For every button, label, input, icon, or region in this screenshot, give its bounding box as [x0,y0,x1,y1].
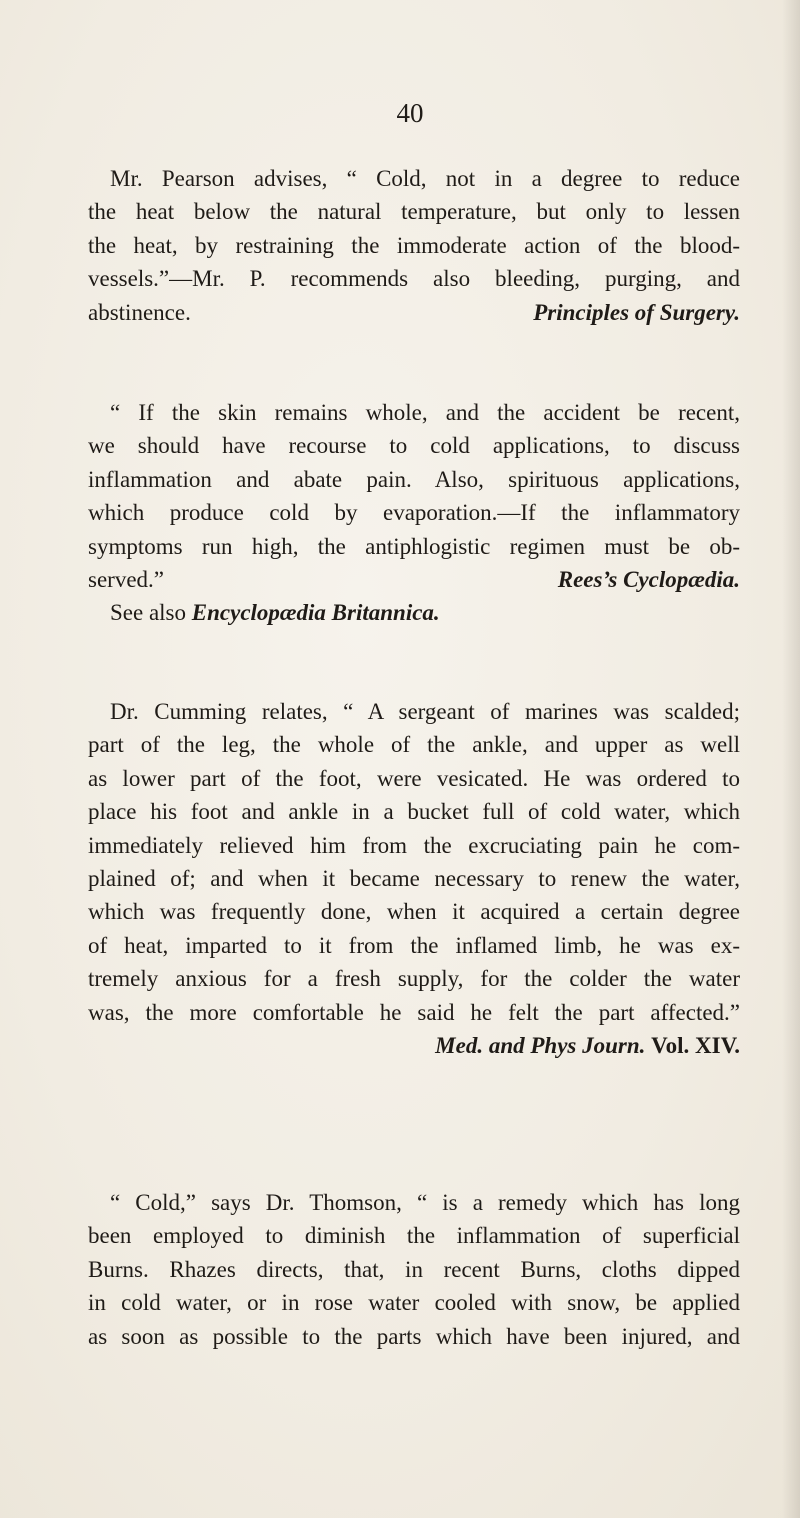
text-line: abstinence. [88,299,191,325]
text-line: part of the leg, the whole of the ankle, and upper as well [88,732,740,758]
text-line: in cold water, or in rose water cooled with snow, be applied [88,1290,740,1316]
paragraph-cumming [88,695,740,1062]
paragraph-rees [88,396,740,630]
page-edge-shadow [782,0,800,1518]
text-line: “ Cold,” says Dr. Thomson, “ is a remedy which has long [110,1190,740,1215]
citation: Med. and Phys Journ. [435,1032,646,1058]
citation-line [88,1029,740,1062]
text-line: place his foot and ankle in a bucket full of cold water, which [88,799,740,825]
paragraph-thomson [88,1186,740,1353]
text-line: Mr. Pearson advises, “ Cold, not in a degree to reduce [110,166,740,191]
text-line: tremely anxious for a fresh supply, for the colder the water [88,966,740,992]
citation: Principles of Surgery. [533,299,740,325]
text-line: Burns. Rhazes directs, that, in recent Burns, cloths dipped [88,1256,740,1282]
text-line: been employed to diminish the inflammation of superficial [88,1223,740,1249]
citation: Rees’s Cyclopædia. [557,566,740,592]
text-line: the heat, by restraining the immoderate action of the blood- [88,232,740,258]
text-line: immediately relieved him from the excruciating pain he com- [88,832,740,858]
text-line: of heat, imparted to it from the inflamed limb, he was ex- [88,932,740,958]
text-line: as soon as possible to the parts which have been injured, and [88,1323,740,1349]
text-line: the heat below the natural temperature, but only to lessen [88,199,740,225]
see-also-prefix: See also [110,600,187,626]
citation-line [88,563,740,596]
text-line: symptoms run high, the antiphlogistic regimen must be ob- [88,533,740,559]
paragraph-pearson [88,162,740,329]
text-line: plained of; and when it became necessary to renew the water, [88,865,740,891]
text-line: which was frequently done, when it acquired a certain degree [88,899,740,925]
page-number: 40 [396,98,424,128]
text-line: served.” [88,566,164,592]
text-line: Dr. Cumming relates, “ A sergeant of marines was scalded; [110,699,740,724]
text-line: vessels.”—Mr. P. recommends also bleeding, purging, and [88,266,740,292]
text-line: inflammation and abate pain. Also, spirituous applications, [88,466,740,492]
text-line: as lower part of the foot, were vesicated. He was ordered to [88,765,740,791]
text-line: we should have recourse to cold applications, to discuss [88,433,740,459]
citation-line [88,296,740,329]
citation-volume: Vol. XIV. [651,1032,740,1058]
see-also-citation: Encyclopædia Britannica. [191,600,440,626]
text-line: was, the more comfortable he said he felt the part affected.” [88,999,740,1025]
text-line: which produce cold by evaporation.—If the inflammatory [88,500,740,526]
see-also-line [88,596,740,629]
text-line: “ If the skin remains whole, and the accident be recent, [110,400,740,425]
